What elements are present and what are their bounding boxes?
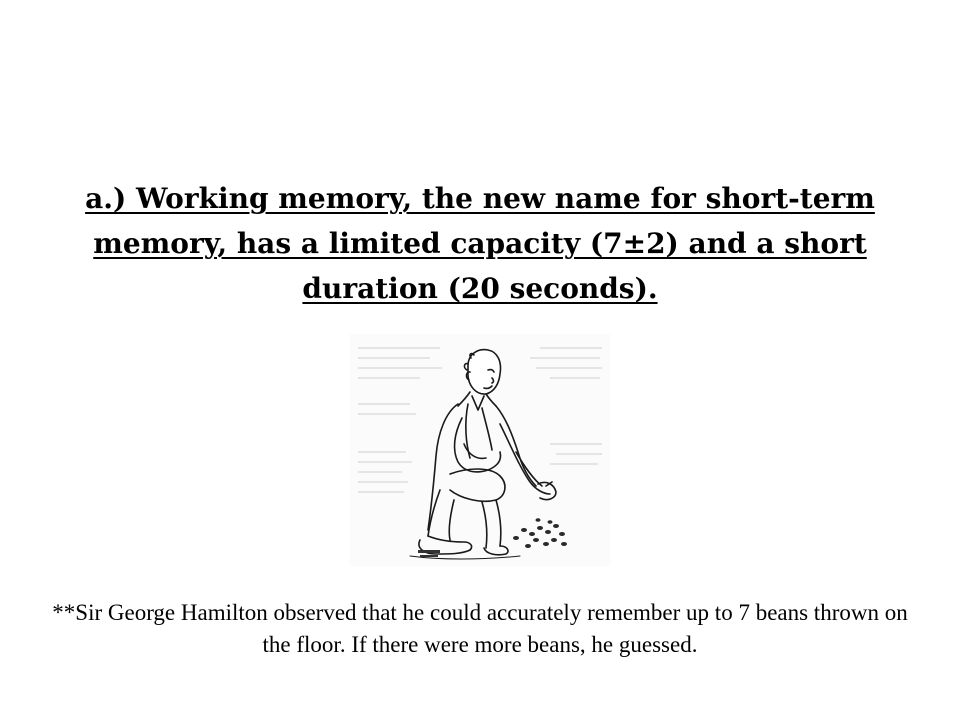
kneeling-man-illustration-icon	[350, 334, 610, 566]
hamilton-beans-illustration	[350, 334, 610, 566]
slide-heading: a.) Working memory, the new name for short-term memory, has a limited capacity (7±2) and a short duration (20 seconds).	[85, 182, 875, 305]
slide-caption: **Sir George Hamilton observed that he could accurately remember up to 7 beans thrown on the floor. If there were more beans, he guessed.	[52, 600, 908, 657]
